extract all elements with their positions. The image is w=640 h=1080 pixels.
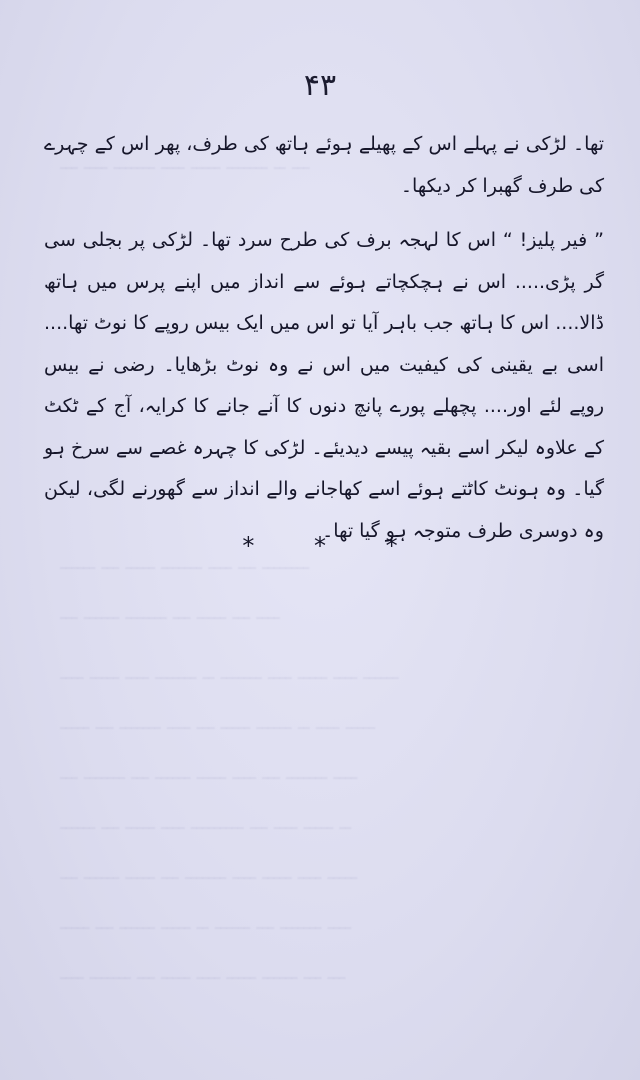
bleed-through-text: ــــ ـــــ ــــ ـــــــ ــ ـــــــ ــــ ـــــ ــــ ــــــ xyxy=(60,660,399,684)
bleed-through-text: ـــ ــــــ ـــــ ـــ ـــــــ ــــ ـــــ ــــ ـــــ xyxy=(60,860,357,884)
body-text xyxy=(44,124,604,552)
bleed-through-text: ــــ ـــــــ ـــ ـــــ ــــ ـــــ ــــــ ـــ ـــ xyxy=(60,960,346,984)
bleed-through-text: ــــــ ـــ ـــــ ـــــــ ــــ ـــ ــــــــ xyxy=(60,550,310,574)
page-number: ۴۳ xyxy=(303,68,337,103)
bleed-through-text: ـــ ــــــ ـــــــ ـــ ـــــ ـــ ــــ xyxy=(60,600,280,624)
bleed-through-text: ـــ ـــــــ ـــ ــــــ ـــــ ــــ ـــ ـــــــ ــــ xyxy=(60,760,357,784)
paragraph: تھا۔ لڑکی نے پہلے اس کے پھیلے ہوئے ہاتھ کی طرف، پھر اس کے چہرے کی طرف گھبرا کر دیکھا۔ xyxy=(44,133,604,197)
paragraph: ” فیر پلیز! “ اس کا لہجہ برف کی طرح سرد تھا۔ لڑکی پر بجلی سی گر پڑی..... اس نے ہچکچاتے ہوئے سے انداز میں اپنے پرس میں ہاتھ ڈالا.... اس کا ہاتھ جب باہر آیا تو اس میں ایک بیس روپے کا نوٹ تھا.... اسی بے یقینی کی کیفیت میں اس نے وہ نوٹ بڑھایا۔ رضی نے بیس روپے لئے اور.... پچھلے پورے پانچ دنوں کا آنے جانے کا کرایہ، آج کے ٹکٹ کے علاوہ لیکر اسے بقیہ پیسے دیدیئے۔ لڑکی کا چہرہ غصے سے سرخ ہو گیا۔ وہ ہونٹ کاٹتے ہوئے اسے کھاجانے والے انداز سے گھورنے لگی، لیکن وہ دوسری طرف متوجہ ہو گیا تھا۔ xyxy=(44,229,604,542)
section-separator: * * * xyxy=(242,532,424,560)
bleed-through-text: ـــــ ـــ ــــــ ـــــ ــ ــــــ ـــ ـــــــ ــــ xyxy=(60,910,352,934)
bleed-through-text: ـــــ ـــ ـــــــ ــــ ـــ ـــــ ــــــ ــ ــــ ـــــ xyxy=(60,710,376,734)
bleed-through-text: ــــــ ـــ ـــــ ــــ ـــــــــ ـــ ــــ ـــــ ــ xyxy=(60,810,352,834)
bleed-through-text: ـــ ــــ ـــــــ ــــ ـــــ ـــــــ ــ ـــ xyxy=(60,150,310,174)
